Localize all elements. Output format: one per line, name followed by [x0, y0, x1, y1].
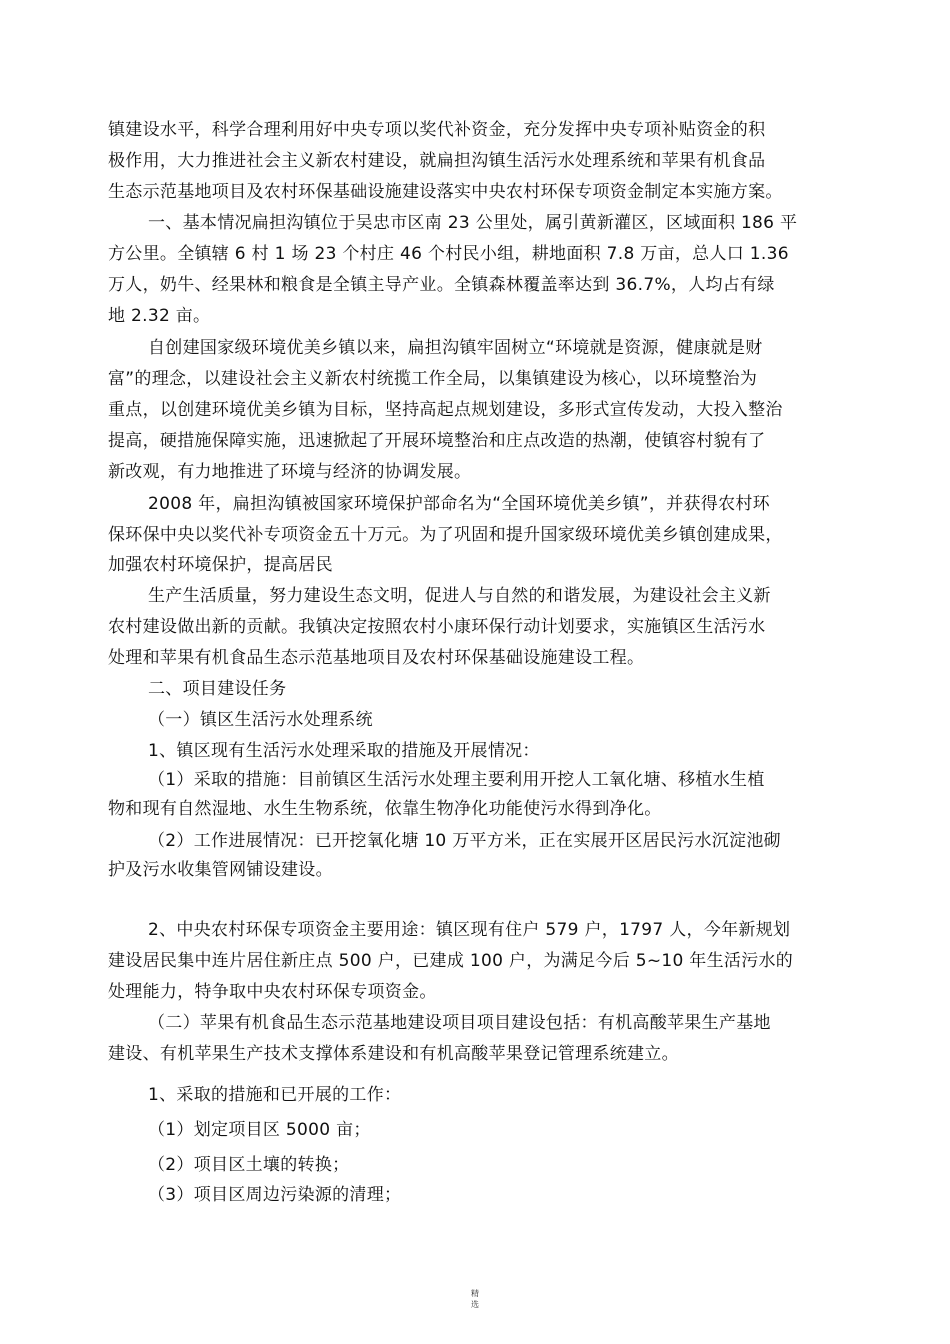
body-line: 处理能力，特争取中央农村环保专项资金。	[108, 982, 437, 1002]
body-line: 自创建国家级环境优美乡镇以来，扁担沟镇牢固树立“环境就是资源，健康就是财	[148, 338, 763, 358]
body-line: 富”的理念，以建设社会主义新农村统揽工作全局，以集镇建设为核心，以环境整治为	[108, 369, 758, 389]
body-line: 新改观，有力地推进了环境与经济的协调发展。	[108, 462, 472, 482]
body-line: 保环保中央以奖代补专项资金五十万元。为了巩固和提升国家级环境优美乡镇创建成果，	[108, 525, 783, 545]
body-line: 地 2.32 亩。	[108, 306, 211, 326]
body-line: 处理和苹果有机食品生态示范基地项目及农村环保基础设施建设工程。	[108, 648, 645, 668]
body-line: 物和现有自然湿地、水生生物系统，依靠生物净化功能使污水得到净化。	[108, 799, 662, 819]
subsection-heading: （二）苹果有机食品生态示范基地建设项目项目建设包括：有机高酸苹果生产基地	[148, 1013, 771, 1033]
body-line: 建设、有机苹果生产技术支撑体系建设和有机高酸苹果登记管理系统建立。	[108, 1044, 679, 1064]
body-line: 重点，以创建环境优美乡镇为目标，坚持高起点规划建设，多形式宣传发动，大投入整治	[108, 400, 783, 420]
body-line: 方公里。全镇辖 6 村 1 场 23 个村庄 46 个村民小组，耕地面积 7.8 万亩，总人口 1.36	[108, 244, 789, 264]
section-heading-tasks: 二、项目建设任务	[148, 679, 287, 699]
body-line: 建设居民集中连片居住新庄点 500 户，已建成 100 户，为满足今后 5~10 年生活污水的	[108, 951, 794, 971]
body-line: 农村建设做出新的贡献。我镇决定按照农村小康环保行动计划要求，实施镇区生活污水	[108, 617, 766, 637]
body-line: 护及污水收集管网铺设建设。	[108, 860, 333, 880]
subsection-heading: （一）镇区生活污水处理系统	[148, 710, 373, 730]
list-item: （3）项目区周边污染源的清理；	[148, 1185, 402, 1205]
body-line: 2008 年，扁担沟镇被国家环境保护部命名为“全国环境优美乡镇”，并获得农村环	[148, 494, 770, 514]
body-line: （2）工作进展情况：已开挖氧化塘 10 万平方米，正在实展开区居民污水沉淀池砌	[148, 831, 781, 851]
body-line: 生态示范基地项目及农村环保基础设施建设落实中央农村环保专项资金制定本实施方案。	[108, 182, 783, 202]
body-line: 2、中央农村环保专项资金主要用途：镇区现有住户 579 户，1797 人，今年新规划	[148, 920, 791, 940]
body-line: 万人，奶牛、经果林和粮食是全镇主导产业。全镇森林覆盖率达到 36.7%，人均占有绿	[108, 275, 775, 295]
body-line: 镇建设水平，科学合理利用好中央专项以奖代补资金，充分发挥中央专项补贴资金的积	[108, 120, 766, 140]
body-line: 1、镇区现有生活污水处理采取的措施及开展情况：	[148, 741, 540, 761]
body-line: 加强农村环境保护，提高居民	[108, 555, 333, 575]
body-line: 极作用，大力推进社会主义新农村建设，就扁担沟镇生活污水处理系统和苹果有机食品	[108, 151, 766, 171]
section-heading-basic-info: 一、基本情况扁担沟镇位于吴忠市区南 23 公里处，属引黄新灌区，区域面积 186 平	[148, 213, 798, 233]
list-item: （1）划定项目区 5000 亩；	[148, 1120, 371, 1140]
list-item: （2）项目区土壤的转换；	[148, 1155, 350, 1175]
body-line: （1）采取的措施：目前镇区生活污水处理主要利用开挖人工氧化塘、移植水生植	[148, 770, 765, 790]
footer-mark: 选	[471, 1300, 479, 1309]
body-line: 提高，硬措施保障实施，迅速掀起了开展环境整治和庄点改造的热潮，使镇容村貌有了	[108, 431, 766, 451]
body-line: 1、采取的措施和已开展的工作：	[148, 1085, 402, 1105]
body-line: 生产生活质量，努力建设生态文明，促进人与自然的和谐发展，为建设社会主义新	[148, 586, 771, 606]
footer-mark: 精	[471, 1289, 479, 1298]
